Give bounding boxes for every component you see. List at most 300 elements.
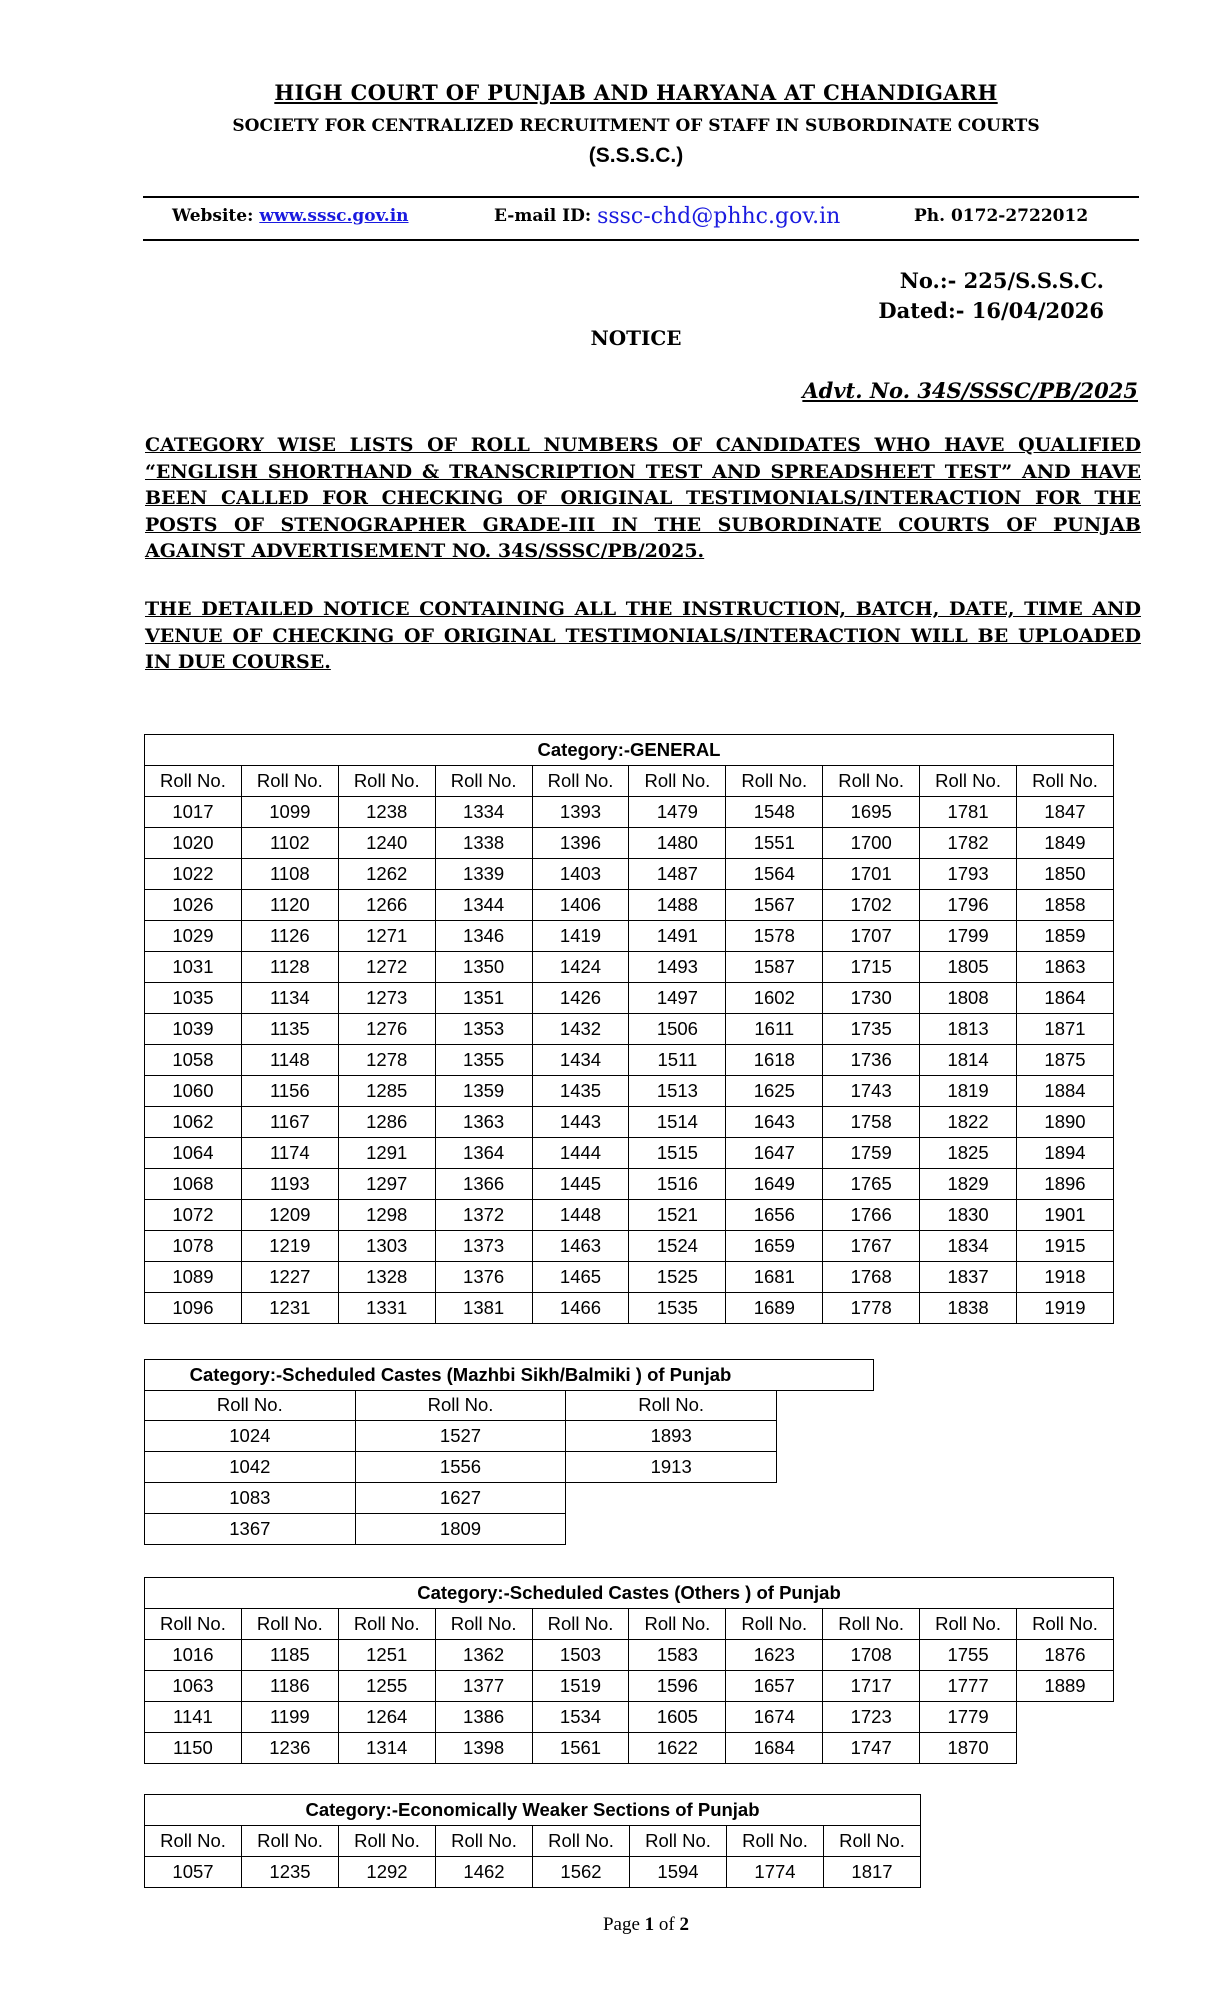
- roll-number-cell: 1432: [532, 1014, 629, 1045]
- roll-number-cell: 1419: [532, 921, 629, 952]
- roll-number-cell: 1386: [435, 1702, 532, 1733]
- roll-number-cell: 1193: [241, 1169, 338, 1200]
- roll-number-cell: 1622: [629, 1733, 726, 1764]
- roll-number-cell: 1524: [629, 1231, 726, 1262]
- roll-number-cell: 1031: [145, 952, 242, 983]
- roll-number-cell: 1765: [823, 1169, 920, 1200]
- roll-number-cell: 1850: [1017, 859, 1114, 890]
- roll-number-cell: 1689: [726, 1293, 823, 1324]
- roll-number-cell: 1334: [435, 797, 532, 828]
- roll-number-cell: 1747: [823, 1733, 920, 1764]
- roll-number-cell: 1915: [1017, 1231, 1114, 1262]
- table-caption-row: [145, 1360, 777, 1390]
- column-header: Roll No.: [338, 766, 435, 797]
- roll-number-cell: 1339: [435, 859, 532, 890]
- roll-number-cell: 1525: [629, 1262, 726, 1293]
- roll-number-cell: 1026: [145, 890, 242, 921]
- notice-heading: NOTICE: [590, 326, 682, 350]
- roll-number-cell: 1022: [145, 859, 242, 890]
- roll-number-cell: 1199: [241, 1702, 338, 1733]
- roll-number-cell: 1466: [532, 1293, 629, 1324]
- column-header: Roll No.: [1017, 766, 1114, 797]
- roll-number-cell: 1150: [145, 1733, 242, 1764]
- roll-number-cell: 1578: [726, 921, 823, 952]
- page-total: 2: [679, 1914, 689, 1935]
- roll-number-cell: 1602: [726, 983, 823, 1014]
- roll-number-cell: 1564: [726, 859, 823, 890]
- roll-number-cell: 1893: [566, 1421, 777, 1452]
- table-caption: Category:-Scheduled Castes (Mazhbi Sikh/Balmiki ) of Punjab: [145, 1360, 777, 1390]
- roll-number-cell: 1443: [532, 1107, 629, 1138]
- roll-number-cell: 1035: [145, 983, 242, 1014]
- roll-number-cell: 1506: [629, 1014, 726, 1045]
- notice-paragraph-qualified: CATEGORY WISE LISTS OF ROLL NUMBERS OF CANDIDATES WHO HAVE QUALIFIED “ENGLISH SHORTHAND & TRANSCRIPTION TEST AND SPREADSHEET TEST” AND HAVE BEEN CALLED FOR CHECKING OF ORIGINAL TESTIMONIALS/INTERACTION FOR THE POSTS OF STENOGRAPHER GRADE-III IN THE SUBORDINATE COURTS OF PUNJAB AGAINST ADVERTISEMENT NO. 34S/SSSC/PB/2025.: [145, 434, 1141, 562]
- roll-number-cell: 1264: [338, 1702, 435, 1733]
- roll-number-cell: 1656: [726, 1200, 823, 1231]
- roll-number-cell: 1367: [145, 1514, 356, 1545]
- roll-number-cell: 1462: [436, 1857, 533, 1888]
- roll-number-cell: 1219: [241, 1231, 338, 1262]
- table-row: [145, 1640, 1114, 1671]
- column-header: Roll No.: [630, 1826, 727, 1857]
- reference-number: No.:- 225/S.S.S.C.: [899, 268, 1104, 293]
- roll-number-cell: 1016: [145, 1640, 242, 1671]
- roll-number-cell: 1271: [338, 921, 435, 952]
- roll-number-cell: 1273: [338, 983, 435, 1014]
- page-current: 1: [644, 1914, 655, 1935]
- roll-number-cell: 1596: [629, 1671, 726, 1702]
- table-row: [145, 1514, 777, 1545]
- table-row: [145, 1262, 1114, 1293]
- page-of-word: of: [658, 1914, 675, 1935]
- roll-number-cell: 1278: [338, 1045, 435, 1076]
- roll-number-cell: 1503: [532, 1640, 629, 1671]
- roll-number-cell: 1919: [1017, 1293, 1114, 1324]
- roll-number-cell: 1134: [241, 983, 338, 1014]
- roll-number-cell: 1286: [338, 1107, 435, 1138]
- roll-number-cell: 1099: [241, 797, 338, 828]
- roll-number-cell: 1372: [435, 1200, 532, 1231]
- roll-number-cell: 1487: [629, 859, 726, 890]
- roll-number-cell: 1799: [920, 921, 1017, 952]
- table-row: [145, 828, 1114, 859]
- roll-number-cell: 1847: [1017, 797, 1114, 828]
- roll-number-cell: 1251: [338, 1640, 435, 1671]
- roll-number-cell: 1556: [355, 1452, 566, 1483]
- roll-number-cell: 1063: [145, 1671, 242, 1702]
- table-row: [145, 1671, 1114, 1702]
- table-caption: Category:-Scheduled Castes (Others ) of Punjab: [145, 1578, 1114, 1609]
- table-caption: Category:-Economically Weaker Sections of Punjab: [145, 1795, 921, 1826]
- table-row: [145, 1483, 777, 1514]
- empty-cell: [1017, 1702, 1114, 1733]
- roll-number-cell: 1808: [920, 983, 1017, 1014]
- roll-number-cell: 1825: [920, 1138, 1017, 1169]
- roll-number-cell: 1024: [145, 1421, 356, 1452]
- roll-number-cell: 1702: [823, 890, 920, 921]
- page-number: [0, 1914, 1224, 1936]
- table-row: [145, 983, 1114, 1014]
- roll-number-cell: 1236: [241, 1733, 338, 1764]
- roll-number-cell: 1255: [338, 1671, 435, 1702]
- roll-number-cell: 1376: [435, 1262, 532, 1293]
- roll-number-cell: 1830: [920, 1200, 1017, 1231]
- column-header: Roll No.: [823, 766, 920, 797]
- roll-number-cell: 1276: [338, 1014, 435, 1045]
- roll-number-cell: 1649: [726, 1169, 823, 1200]
- table-header-row: [145, 1826, 921, 1857]
- roll-number-cell: 1366: [435, 1169, 532, 1200]
- roll-number-cell: 1618: [726, 1045, 823, 1076]
- roll-number-cell: 1240: [338, 828, 435, 859]
- roll-number-cell: 1426: [532, 983, 629, 1014]
- roll-number-cell: 1424: [532, 952, 629, 983]
- roll-number-cell: 1491: [629, 921, 726, 952]
- table-header-row: [145, 1609, 1114, 1640]
- column-header: Roll No.: [532, 766, 629, 797]
- roll-number-cell: 1627: [355, 1483, 566, 1514]
- roll-table-ews: [144, 1794, 921, 1888]
- roll-number-cell: 1796: [920, 890, 1017, 921]
- table-row: [145, 1014, 1114, 1045]
- roll-number-cell: 1403: [532, 859, 629, 890]
- roll-number-cell: 1809: [355, 1514, 566, 1545]
- table-row: [145, 1045, 1114, 1076]
- roll-number-cell: 1605: [629, 1702, 726, 1733]
- reference-block: [700, 266, 1104, 326]
- roll-number-cell: 1344: [435, 890, 532, 921]
- roll-number-cell: 1303: [338, 1231, 435, 1262]
- table-row: [145, 1138, 1114, 1169]
- column-header: Roll No.: [435, 1609, 532, 1640]
- table-row: [145, 1169, 1114, 1200]
- roll-number-cell: 1135: [241, 1014, 338, 1045]
- roll-number-cell: 1363: [435, 1107, 532, 1138]
- advertisement-number: Advt. No. 34S/SSSC/PB/2025: [802, 378, 1138, 403]
- roll-number-cell: 1350: [435, 952, 532, 983]
- roll-number-cell: 1364: [435, 1138, 532, 1169]
- roll-number-cell: 1859: [1017, 921, 1114, 952]
- column-header: Roll No.: [1017, 1609, 1114, 1640]
- roll-number-cell: 1029: [145, 921, 242, 952]
- column-header: Roll No.: [145, 1390, 356, 1421]
- roll-number-cell: 1548: [726, 797, 823, 828]
- roll-number-cell: 1567: [726, 890, 823, 921]
- table-row: [145, 1702, 1114, 1733]
- empty-cell: [566, 1514, 777, 1545]
- roll-number-cell: 1292: [339, 1857, 436, 1888]
- column-header: Roll No.: [339, 1826, 436, 1857]
- roll-number-cell: 1353: [435, 1014, 532, 1045]
- roll-number-cell: 1351: [435, 983, 532, 1014]
- roll-number-cell: 1793: [920, 859, 1017, 890]
- roll-number-cell: 1901: [1017, 1200, 1114, 1231]
- table-header-row: [145, 766, 1114, 797]
- roll-number-cell: 1068: [145, 1169, 242, 1200]
- roll-number-cell: 1108: [241, 859, 338, 890]
- roll-number-cell: 1078: [145, 1231, 242, 1262]
- column-header: Roll No.: [532, 1609, 629, 1640]
- empty-cell: [1017, 1733, 1114, 1764]
- society-title: SOCIETY FOR CENTRALIZED RECRUITMENT OF STAFF IN SUBORDINATE COURTS: [232, 116, 1040, 136]
- roll-number-cell: 1659: [726, 1231, 823, 1262]
- roll-number-cell: 1695: [823, 797, 920, 828]
- roll-number-cell: 1534: [532, 1702, 629, 1733]
- roll-number-cell: 1120: [241, 890, 338, 921]
- header-rule-bottom: [143, 239, 1139, 241]
- roll-number-cell: 1064: [145, 1138, 242, 1169]
- roll-number-cell: 1858: [1017, 890, 1114, 921]
- roll-number-cell: 1521: [629, 1200, 726, 1231]
- roll-number-cell: 1822: [920, 1107, 1017, 1138]
- header-rule-top: [143, 196, 1139, 198]
- roll-number-cell: 1083: [145, 1483, 356, 1514]
- roll-number-cell: 1272: [338, 952, 435, 983]
- page-word: Page: [602, 1914, 640, 1935]
- roll-number-cell: 1373: [435, 1231, 532, 1262]
- roll-number-cell: 1511: [629, 1045, 726, 1076]
- roll-number-cell: 1298: [338, 1200, 435, 1231]
- column-header: Roll No.: [824, 1826, 921, 1857]
- table-caption-row: [145, 735, 1114, 766]
- column-header: Roll No.: [241, 1609, 338, 1640]
- roll-number-cell: 1813: [920, 1014, 1017, 1045]
- table-row: [145, 1857, 921, 1888]
- contact-bar: [143, 200, 1139, 234]
- roll-number-cell: 1174: [241, 1138, 338, 1169]
- table-row: [145, 1076, 1114, 1107]
- roll-number-cell: 1156: [241, 1076, 338, 1107]
- roll-number-cell: 1814: [920, 1045, 1017, 1076]
- roll-number-cell: 1684: [726, 1733, 823, 1764]
- roll-number-cell: 1434: [532, 1045, 629, 1076]
- roll-number-cell: 1148: [241, 1045, 338, 1076]
- column-header: Roll No.: [533, 1826, 630, 1857]
- caption-frame: [144, 1359, 874, 1391]
- roll-number-cell: 1126: [241, 921, 338, 952]
- table-caption-row: [145, 1795, 921, 1826]
- roll-number-cell: 1837: [920, 1262, 1017, 1293]
- roll-number-cell: 1767: [823, 1231, 920, 1262]
- roll-number-cell: 1805: [920, 952, 1017, 983]
- roll-number-cell: 1398: [435, 1733, 532, 1764]
- roll-number-cell: 1551: [726, 828, 823, 859]
- roll-number-cell: 1262: [338, 859, 435, 890]
- column-header: Roll No.: [242, 1826, 339, 1857]
- roll-number-cell: 1266: [338, 890, 435, 921]
- column-header: Roll No.: [566, 1390, 777, 1421]
- column-header: Roll No.: [920, 766, 1017, 797]
- roll-number-cell: 1227: [241, 1262, 338, 1293]
- roll-number-cell: 1362: [435, 1640, 532, 1671]
- table-row: [145, 1107, 1114, 1138]
- roll-number-cell: 1381: [435, 1293, 532, 1324]
- roll-number-cell: 1314: [338, 1733, 435, 1764]
- table-row: [145, 1452, 777, 1483]
- table-row: [145, 952, 1114, 983]
- website-link[interactable]: www.sssc.gov.in: [259, 206, 409, 226]
- roll-number-cell: 1514: [629, 1107, 726, 1138]
- roll-number-cell: 1681: [726, 1262, 823, 1293]
- roll-number-cell: 1755: [920, 1640, 1017, 1671]
- roll-number-cell: 1768: [823, 1262, 920, 1293]
- roll-number-cell: 1096: [145, 1293, 242, 1324]
- roll-number-cell: 1717: [823, 1671, 920, 1702]
- roll-number-cell: 1817: [824, 1857, 921, 1888]
- roll-number-cell: 1623: [726, 1640, 823, 1671]
- roll-number-cell: 1062: [145, 1107, 242, 1138]
- roll-number-cell: 1235: [242, 1857, 339, 1888]
- roll-number-cell: 1355: [435, 1045, 532, 1076]
- roll-number-cell: 1089: [145, 1262, 242, 1293]
- roll-number-cell: 1479: [629, 797, 726, 828]
- roll-number-cell: 1519: [532, 1671, 629, 1702]
- roll-number-cell: 1516: [629, 1169, 726, 1200]
- table-caption-row: [145, 1578, 1114, 1609]
- roll-number-cell: 1643: [726, 1107, 823, 1138]
- court-title: HIGH COURT OF PUNJAB AND HARYANA AT CHANDIGARH: [274, 80, 998, 105]
- roll-number-cell: 1700: [823, 828, 920, 859]
- roll-number-cell: 1057: [145, 1857, 242, 1888]
- roll-number-cell: 1359: [435, 1076, 532, 1107]
- roll-number-cell: 1167: [241, 1107, 338, 1138]
- roll-number-cell: 1561: [532, 1733, 629, 1764]
- table-caption: Category:-GENERAL: [145, 735, 1114, 766]
- roll-number-cell: 1285: [338, 1076, 435, 1107]
- roll-number-cell: 1238: [338, 797, 435, 828]
- roll-number-cell: 1377: [435, 1671, 532, 1702]
- roll-number-cell: 1020: [145, 828, 242, 859]
- roll-number-cell: 1338: [435, 828, 532, 859]
- table-row: [145, 1293, 1114, 1324]
- email-label: E-mail ID:: [494, 206, 592, 226]
- roll-number-cell: 1331: [338, 1293, 435, 1324]
- roll-number-cell: 1674: [726, 1702, 823, 1733]
- roll-number-cell: 1863: [1017, 952, 1114, 983]
- roll-number-cell: 1393: [532, 797, 629, 828]
- roll-number-cell: 1209: [241, 1200, 338, 1231]
- column-header: Roll No.: [726, 766, 823, 797]
- roll-number-cell: 1838: [920, 1293, 1017, 1324]
- roll-number-cell: 1864: [1017, 983, 1114, 1014]
- table-row: [145, 1231, 1114, 1262]
- roll-number-cell: 1913: [566, 1452, 777, 1483]
- society-abbreviation: (S.S.S.C.): [588, 144, 684, 167]
- roll-number-cell: 1625: [726, 1076, 823, 1107]
- roll-number-cell: 1594: [630, 1857, 727, 1888]
- column-header: Roll No.: [436, 1826, 533, 1857]
- roll-number-cell: 1346: [435, 921, 532, 952]
- roll-number-cell: 1777: [920, 1671, 1017, 1702]
- reference-date: Dated:- 16/04/2026: [878, 298, 1104, 323]
- column-header: Roll No.: [145, 766, 242, 797]
- table-row: [145, 859, 1114, 890]
- column-header: Roll No.: [726, 1609, 823, 1640]
- roll-number-cell: 1396: [532, 828, 629, 859]
- phone-number: Ph. 0172-2722012: [914, 206, 1089, 226]
- roll-number-cell: 1513: [629, 1076, 726, 1107]
- table-row: [145, 1421, 777, 1452]
- roll-number-cell: 1871: [1017, 1014, 1114, 1045]
- roll-number-cell: 1017: [145, 797, 242, 828]
- roll-number-cell: 1876: [1017, 1640, 1114, 1671]
- roll-number-cell: 1435: [532, 1076, 629, 1107]
- roll-number-cell: 1291: [338, 1138, 435, 1169]
- roll-number-cell: 1480: [629, 828, 726, 859]
- roll-number-cell: 1527: [355, 1421, 566, 1452]
- roll-table-sc-mazhbi: [144, 1360, 777, 1545]
- column-header: Roll No.: [629, 1609, 726, 1640]
- roll-number-cell: 1448: [532, 1200, 629, 1231]
- roll-number-cell: 1889: [1017, 1671, 1114, 1702]
- column-header: Roll No.: [727, 1826, 824, 1857]
- roll-number-cell: 1647: [726, 1138, 823, 1169]
- roll-number-cell: 1231: [241, 1293, 338, 1324]
- table-row: [145, 890, 1114, 921]
- roll-number-cell: 1406: [532, 890, 629, 921]
- roll-number-cell: 1743: [823, 1076, 920, 1107]
- email-link[interactable]: sssc-chd@phhc.gov.in: [597, 204, 841, 229]
- roll-number-cell: 1701: [823, 859, 920, 890]
- column-header: Roll No.: [145, 1826, 242, 1857]
- roll-number-cell: 1708: [823, 1640, 920, 1671]
- roll-number-cell: 1102: [241, 828, 338, 859]
- roll-table-general: [144, 734, 1114, 1324]
- roll-number-cell: 1781: [920, 797, 1017, 828]
- roll-number-cell: 1829: [920, 1169, 1017, 1200]
- empty-cell: [566, 1483, 777, 1514]
- roll-number-cell: 1445: [532, 1169, 629, 1200]
- roll-number-cell: 1186: [241, 1671, 338, 1702]
- table-header-row: [145, 1390, 777, 1421]
- roll-number-cell: 1493: [629, 952, 726, 983]
- column-header: Roll No.: [241, 766, 338, 797]
- roll-number-cell: 1766: [823, 1200, 920, 1231]
- roll-number-cell: 1834: [920, 1231, 1017, 1262]
- roll-number-cell: 1328: [338, 1262, 435, 1293]
- roll-number-cell: 1875: [1017, 1045, 1114, 1076]
- roll-number-cell: 1736: [823, 1045, 920, 1076]
- roll-number-cell: 1072: [145, 1200, 242, 1231]
- notice-paragraph-schedule: THE DETAILED NOTICE CONTAINING ALL THE INSTRUCTION, BATCH, DATE, TIME AND VENUE OF CHECKING OF ORIGINAL TESTIMONIALS/INTERACTION WILL BE UPLOADED IN DUE COURSE.: [145, 598, 1141, 673]
- roll-number-cell: 1884: [1017, 1076, 1114, 1107]
- roll-number-cell: 1918: [1017, 1262, 1114, 1293]
- roll-number-cell: 1890: [1017, 1107, 1114, 1138]
- column-header: Roll No.: [435, 766, 532, 797]
- roll-number-cell: 1185: [241, 1640, 338, 1671]
- roll-number-cell: 1535: [629, 1293, 726, 1324]
- roll-number-cell: 1128: [241, 952, 338, 983]
- roll-number-cell: 1774: [727, 1857, 824, 1888]
- column-header: Roll No.: [629, 766, 726, 797]
- roll-number-cell: 1587: [726, 952, 823, 983]
- table-row: [145, 921, 1114, 952]
- roll-number-cell: 1058: [145, 1045, 242, 1076]
- roll-number-cell: 1896: [1017, 1169, 1114, 1200]
- roll-number-cell: 1039: [145, 1014, 242, 1045]
- roll-number-cell: 1657: [726, 1671, 823, 1702]
- column-header: Roll No.: [355, 1390, 566, 1421]
- column-header: Roll No.: [338, 1609, 435, 1640]
- roll-number-cell: 1778: [823, 1293, 920, 1324]
- roll-number-cell: 1060: [145, 1076, 242, 1107]
- table-row: [145, 1200, 1114, 1231]
- roll-number-cell: 1583: [629, 1640, 726, 1671]
- roll-number-cell: 1463: [532, 1231, 629, 1262]
- column-header: Roll No.: [145, 1609, 242, 1640]
- column-header: Roll No.: [920, 1609, 1017, 1640]
- roll-number-cell: 1730: [823, 983, 920, 1014]
